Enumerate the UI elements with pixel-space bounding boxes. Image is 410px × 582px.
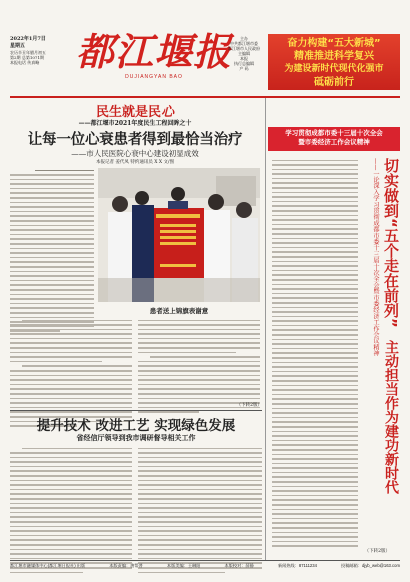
text-line xyxy=(10,333,132,335)
text-line xyxy=(272,408,358,410)
text-line xyxy=(272,302,358,304)
text-line xyxy=(10,530,132,532)
text-line xyxy=(272,201,358,203)
text-line xyxy=(272,504,358,506)
text-line xyxy=(272,371,358,373)
kicker-heart: 心 xyxy=(161,105,175,120)
text-line xyxy=(10,220,94,222)
text-line xyxy=(272,325,358,327)
text-line xyxy=(272,160,358,162)
text-line xyxy=(272,417,358,419)
commentary-big-vertical: 切实做到“五个走在前列” xyxy=(382,158,400,328)
text-line xyxy=(10,526,132,528)
second-body-col-2 xyxy=(138,446,262,575)
text-line xyxy=(10,307,94,309)
text-line xyxy=(10,457,132,459)
text-line xyxy=(272,339,358,341)
text-line xyxy=(272,297,358,299)
text-line xyxy=(138,539,262,541)
text-line xyxy=(272,375,358,377)
text-line xyxy=(138,530,262,532)
text-line xyxy=(272,178,358,180)
text-line xyxy=(272,192,358,194)
text-line xyxy=(35,170,94,172)
text-line xyxy=(272,357,358,359)
text-line xyxy=(10,470,132,472)
text-line xyxy=(10,507,132,509)
text-line xyxy=(10,375,132,377)
text-line xyxy=(22,448,132,450)
sponsor-line: 本报 xyxy=(240,56,248,61)
text-line xyxy=(138,320,260,322)
text-line xyxy=(138,526,262,528)
sponsor-line: 主编辑 xyxy=(238,51,250,56)
text-line xyxy=(10,312,94,314)
lead-body-left xyxy=(10,168,94,333)
issue-lunar: 农历辛丑年腊月初五 xyxy=(10,50,46,55)
text-line xyxy=(272,288,358,290)
text-line xyxy=(138,361,260,363)
slogan-banner xyxy=(268,34,400,90)
footer-designer: 本版美编：王琳阳 xyxy=(166,563,201,568)
text-line xyxy=(10,516,132,518)
text-line xyxy=(10,452,132,454)
text-line xyxy=(272,242,358,244)
text-line xyxy=(272,499,358,501)
lead-headline: 让每一位心衰患者得到最恰当治疗 xyxy=(27,132,243,148)
text-line xyxy=(10,192,94,194)
text-line xyxy=(138,512,262,514)
text-line xyxy=(272,210,358,212)
text-line xyxy=(272,205,358,207)
text-line xyxy=(272,431,358,433)
text-line xyxy=(10,303,94,305)
second-subhead: 省经信厅领导到我市调研督导相关工作 xyxy=(76,433,196,442)
text-line xyxy=(138,493,262,495)
text-line xyxy=(272,238,358,240)
text-line xyxy=(272,398,358,400)
photo-caption: 患者送上锦旗表谢意 xyxy=(149,307,209,315)
text-line xyxy=(272,247,358,249)
lead-body-col-1 xyxy=(10,318,132,428)
commentary-box-line: 学习贯彻成都市委十三届十次全会 xyxy=(285,129,383,137)
text-line xyxy=(272,394,358,396)
text-line xyxy=(10,280,94,282)
text-line xyxy=(10,461,132,463)
footer-email: 投稿邮箱：djyb_web@163.com xyxy=(341,563,400,568)
text-line xyxy=(272,265,358,267)
text-line xyxy=(272,522,358,524)
newspaper-name: 都江堰报 xyxy=(75,29,232,74)
text-line xyxy=(10,289,94,291)
text-line xyxy=(10,384,132,386)
masthead-rule xyxy=(10,96,400,98)
text-line xyxy=(272,307,358,309)
kicker-text: 民生就是民 xyxy=(95,105,161,120)
text-line xyxy=(272,435,358,437)
footer xyxy=(10,563,400,569)
text-line xyxy=(138,535,262,537)
text-line xyxy=(10,347,132,349)
newspaper-pinyin: DUJIANGYAN BAO xyxy=(125,74,183,80)
text-line xyxy=(10,503,132,505)
text-line xyxy=(10,271,94,273)
text-line xyxy=(272,513,358,515)
text-line xyxy=(10,553,132,555)
footer-publisher: 都江堰市融媒体中心(都江堰日报社) 出版 xyxy=(10,563,86,568)
masthead-meta xyxy=(10,36,62,65)
lead-body-col-2 xyxy=(138,318,260,414)
text-line xyxy=(272,251,358,253)
text-line xyxy=(10,284,94,286)
text-line xyxy=(10,211,94,213)
text-line xyxy=(272,352,358,354)
text-line xyxy=(272,362,358,364)
text-line xyxy=(10,475,132,477)
photo-illustration xyxy=(98,168,260,302)
text-line xyxy=(10,183,94,185)
text-line xyxy=(272,293,358,295)
footer-proofreader: 本版校对：薛静 xyxy=(224,563,254,568)
text-line xyxy=(10,388,132,390)
text-line xyxy=(272,495,358,497)
text-line xyxy=(272,256,358,258)
text-line xyxy=(10,535,132,537)
text-line xyxy=(272,458,358,460)
text-line xyxy=(272,403,358,405)
text-line xyxy=(272,486,358,488)
text-line xyxy=(10,402,132,404)
commentary-body xyxy=(272,158,358,550)
text-line xyxy=(138,452,262,454)
text-line xyxy=(272,472,358,474)
text-line xyxy=(138,457,262,459)
sponsor-box xyxy=(224,36,264,71)
text-line xyxy=(272,284,358,286)
text-line xyxy=(22,320,132,322)
text-line xyxy=(138,393,260,395)
text-line xyxy=(138,549,262,551)
text-line xyxy=(272,463,358,465)
issue-contact: 本报电话 传真略 xyxy=(10,60,40,65)
text-line xyxy=(138,388,260,390)
issue-number: 第2期 总第1071期 xyxy=(10,55,44,60)
text-line xyxy=(10,489,132,491)
text-line xyxy=(272,164,358,166)
text-line xyxy=(272,320,358,322)
text-line xyxy=(138,489,262,491)
text-line xyxy=(138,324,260,326)
lead-continued: （下转2版） xyxy=(236,403,262,408)
text-line xyxy=(272,380,358,382)
text-line xyxy=(10,234,94,236)
text-line xyxy=(10,294,94,296)
text-line xyxy=(138,572,225,574)
sponsor-line: 主办 xyxy=(240,36,248,41)
text-line xyxy=(272,348,358,350)
footer-hotline: 新闻热线：87111234 xyxy=(277,563,317,568)
text-line xyxy=(138,365,260,367)
text-line xyxy=(138,352,236,354)
text-line xyxy=(10,493,132,495)
text-line xyxy=(272,449,358,451)
text-line xyxy=(22,365,132,367)
text-line xyxy=(10,393,132,395)
lead-byline: 本报记者 姜代凤 特约通讯员 X X 文/图 xyxy=(95,160,175,165)
text-line xyxy=(272,541,358,543)
text-line xyxy=(10,298,94,300)
text-line xyxy=(138,342,260,344)
slogan-line: 砥砺前行 xyxy=(314,77,354,88)
commentary-side-vertical: 主动担当作为建功新时代 xyxy=(383,340,399,494)
text-line xyxy=(272,385,358,387)
text-line xyxy=(138,521,262,523)
text-line xyxy=(10,549,132,551)
text-line xyxy=(138,338,260,340)
text-line xyxy=(10,480,132,482)
text-line xyxy=(272,426,358,428)
text-line xyxy=(138,475,262,477)
commentary-text-block xyxy=(272,158,358,550)
text-line xyxy=(138,516,262,518)
text-line xyxy=(272,187,358,189)
text-line xyxy=(272,389,358,391)
text-line xyxy=(10,229,94,231)
text-line xyxy=(272,182,358,184)
text-line xyxy=(10,398,132,400)
text-line xyxy=(138,411,199,413)
text-line xyxy=(10,342,132,344)
text-line xyxy=(272,215,358,217)
text-line xyxy=(10,197,94,199)
text-line xyxy=(138,503,262,505)
text-line xyxy=(10,338,132,340)
text-line xyxy=(272,169,358,171)
text-line xyxy=(272,173,358,175)
text-line xyxy=(10,539,132,541)
text-line xyxy=(10,225,94,227)
issue-date: 2022年1月7日 xyxy=(10,36,46,42)
text-line xyxy=(150,356,260,358)
text-line xyxy=(138,333,260,335)
text-line xyxy=(10,370,132,372)
footer-editor: 本版责编：唐帮普 xyxy=(109,563,143,568)
text-line xyxy=(272,316,358,318)
text-line xyxy=(10,324,132,326)
text-line xyxy=(10,352,132,354)
text-line xyxy=(138,498,262,500)
text-line xyxy=(272,343,358,345)
text-line xyxy=(138,484,262,486)
text-line xyxy=(272,224,358,226)
commentary-box-line: 暨市委经济工作会议精神 xyxy=(298,138,370,146)
text-line xyxy=(272,440,358,442)
commentary-signoff: （下转2版） xyxy=(364,549,390,554)
text-line xyxy=(272,366,358,368)
text-line xyxy=(272,329,358,331)
slogan-line: 奋力构建“五大新城” xyxy=(287,38,381,49)
text-line xyxy=(272,261,358,263)
text-line xyxy=(10,238,94,240)
text-line xyxy=(272,545,358,547)
column-separator xyxy=(265,98,266,560)
text-line xyxy=(10,261,94,263)
lead-photo xyxy=(98,168,260,302)
text-line xyxy=(138,466,262,468)
second-headline: 提升技术 改进工艺 实现绿色发展 xyxy=(36,418,236,434)
text-line xyxy=(10,248,94,250)
text-line xyxy=(138,507,262,509)
text-line xyxy=(272,334,358,336)
text-line xyxy=(10,521,132,523)
text-line xyxy=(10,257,94,259)
text-line xyxy=(138,347,260,349)
text-line xyxy=(10,466,132,468)
text-line xyxy=(10,379,132,381)
text-line xyxy=(138,448,262,450)
text-line xyxy=(10,329,132,331)
text-line xyxy=(10,407,132,409)
text-line xyxy=(272,196,358,198)
text-line xyxy=(272,444,358,446)
text-line xyxy=(138,461,262,463)
text-line xyxy=(272,509,358,511)
text-line xyxy=(10,411,132,413)
text-line xyxy=(138,379,260,381)
text-line xyxy=(272,421,358,423)
text-line xyxy=(272,518,358,520)
text-line xyxy=(10,356,132,358)
lead-kicker-sub: ——都江堰市2021年度民生工程回眸之十 xyxy=(78,120,192,127)
sponsor-line: 执行总编辑 xyxy=(234,61,254,66)
text-line xyxy=(10,215,94,217)
commentary-small-vertical: ——一论深入学习贯彻成都市委十三届十次全会暨市委经济工作会议精神 xyxy=(372,158,379,357)
text-line xyxy=(272,532,358,534)
sponsor-line: 产 码 xyxy=(239,66,249,71)
text-line xyxy=(10,498,132,500)
text-line xyxy=(138,370,260,372)
text-line xyxy=(10,174,94,176)
text-line xyxy=(272,527,358,529)
text-line xyxy=(272,467,358,469)
second-body-col-1 xyxy=(10,446,132,575)
text-line xyxy=(272,233,358,235)
commentary-box xyxy=(268,127,400,151)
text-line xyxy=(272,270,358,272)
text-line xyxy=(138,480,262,482)
text-line xyxy=(138,470,262,472)
slogan-line: 精准推进科学复兴 xyxy=(294,51,374,62)
text-line xyxy=(272,274,358,276)
text-line xyxy=(272,476,358,478)
text-line xyxy=(10,188,94,190)
text-line xyxy=(272,412,358,414)
text-line xyxy=(10,179,94,181)
text-line xyxy=(272,279,358,281)
text-line xyxy=(138,398,260,400)
sponsor-line: 都江堰市人民政府 xyxy=(228,46,260,51)
text-line xyxy=(10,202,94,204)
text-line xyxy=(10,484,132,486)
text-line xyxy=(10,243,94,245)
text-line xyxy=(10,572,83,574)
text-line xyxy=(138,553,262,555)
text-line xyxy=(138,329,260,331)
lead-subhead: ——市人民医院心衰中心建设初显成效 xyxy=(71,149,199,158)
issue-weekday: 星期五 xyxy=(10,43,26,49)
sponsor-line: 中共都江堰市委 xyxy=(230,41,258,46)
slogan-line: 为建设新时代现代化强市 xyxy=(284,64,384,74)
text-line xyxy=(10,266,94,268)
text-line xyxy=(138,375,260,377)
text-line xyxy=(272,454,358,456)
text-line xyxy=(272,219,358,221)
text-line xyxy=(10,206,94,208)
text-line xyxy=(10,512,132,514)
text-line xyxy=(272,536,358,538)
text-line xyxy=(138,544,262,546)
text-line xyxy=(138,384,260,386)
footer-rule xyxy=(10,560,400,561)
masthead-title xyxy=(74,29,234,80)
section-divider xyxy=(10,410,262,411)
text-line xyxy=(10,361,102,363)
text-line xyxy=(272,481,358,483)
text-line xyxy=(272,490,358,492)
text-line xyxy=(10,275,94,277)
text-line xyxy=(10,544,132,546)
text-line xyxy=(10,252,94,254)
text-line xyxy=(272,228,358,230)
text-line xyxy=(272,311,358,313)
